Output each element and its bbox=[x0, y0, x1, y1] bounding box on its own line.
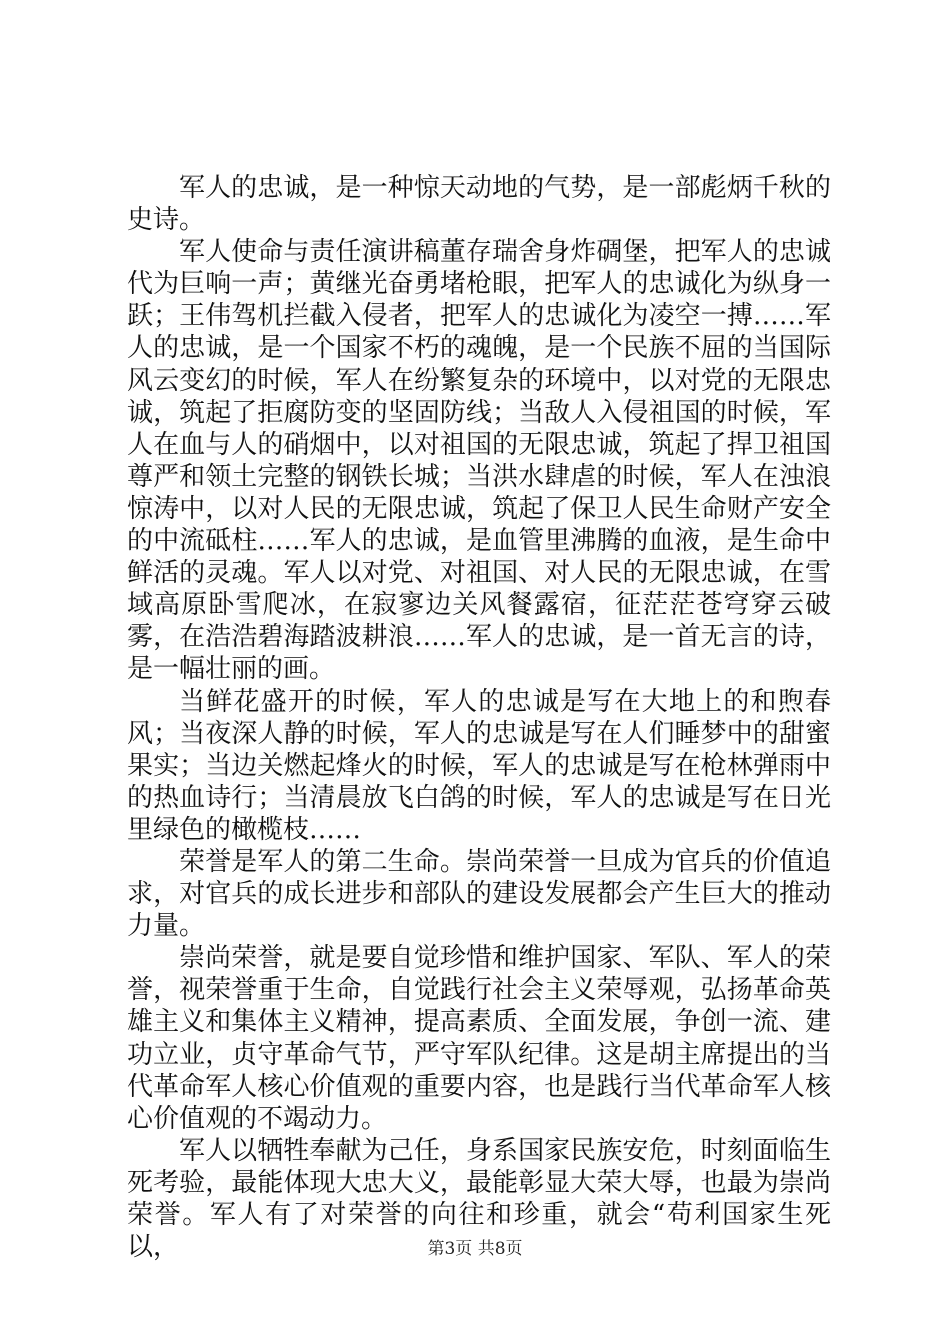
paragraph-1: 军人的忠诚，是一种惊天动地的气势，是一部彪炳千秋的史诗。 bbox=[127, 173, 831, 236]
page-number-footer: 第3页 共8页 bbox=[427, 1239, 523, 1259]
paragraph-6: 军人以牺牲奉献为己任，身系国家民族安危，时刻面临生死考验，最能体现大忠大义，最能彰显大荣大辱，也最为崇尚荣誉。军人有了对荣誉的向往和珍重，就会“苟利国家生死以， bbox=[127, 1135, 831, 1263]
paragraph-3: 当鲜花盛开的时候，军人的忠诚是写在大地上的和煦春风；当夜深人静的时候，军人的忠诚是写在人们睡梦中的甜蜜果实；当边关燃起烽火的时候，军人的忠诚是写在枪林弹雨中的热血诗行；当清晨放飞白鸽的时候，军人的忠诚是写在日光里绿色的橄榄枝…… bbox=[127, 686, 831, 845]
paragraph-5: 崇尚荣誉，就是要自觉珍惜和维护国家、军队、军人的荣誉，视荣誉重于生命，自觉践行社会主义荣辱观，弘扬革命英雄主义和集体主义精神，提高素质、全面发展，争创一流、建功立业，贞守革命气节，严守军队纪律。这是胡主席提出的当代革命军人核心价值观的重要内容，也是践行当代革命军人核心价值观的不竭动力。 bbox=[127, 943, 831, 1134]
document-body bbox=[127, 172, 831, 1263]
paragraph-4: 荣誉是军人的第二生命。崇尚荣誉一旦成为官兵的价值追求，对官兵的成长进步和部队的建设发展都会产生巨大的推动力量。 bbox=[127, 846, 831, 942]
paragraph-2: 军人使命与责任演讲稿董存瑞舍身炸碉堡，把军人的忠诚代为巨响一声；黄继光奋勇堵枪眼，把军人的忠诚化为纵身一跃；王伟驾机拦截入侵者，把军人的忠诚化为凌空一搏……军人的忠诚，是一个国家不朽的魂魄，是一个民族不屈的当国际风云变幻的时候，军人在纷繁复杂的环境中，以对党的无限忠诚，筑起了拒腐防变的坚固防线；当敌人入侵祖国的时候，军人在血与人的硝烟中，以对祖国的无限忠诚，筑起了捍卫祖国尊严和领土完整的钢铁长城；当洪水肆虐的时候，军人在浊浪惊涛中，以对人民的无限忠诚，筑起了保卫人民生命财产安全的中流砥柱……军人的忠诚，是血管里沸腾的血液，是生命中鲜活的灵魂。军人以对党、对祖国、对人民的无限忠诚，在雪域高原卧雪爬冰，在寂寥边关风餐露宿，征茫茫苍穹穿云破雾，在浩浩碧海踏波耕浪……军人的忠诚，是一首无言的诗，是一幅壮丽的画。 bbox=[127, 237, 831, 685]
